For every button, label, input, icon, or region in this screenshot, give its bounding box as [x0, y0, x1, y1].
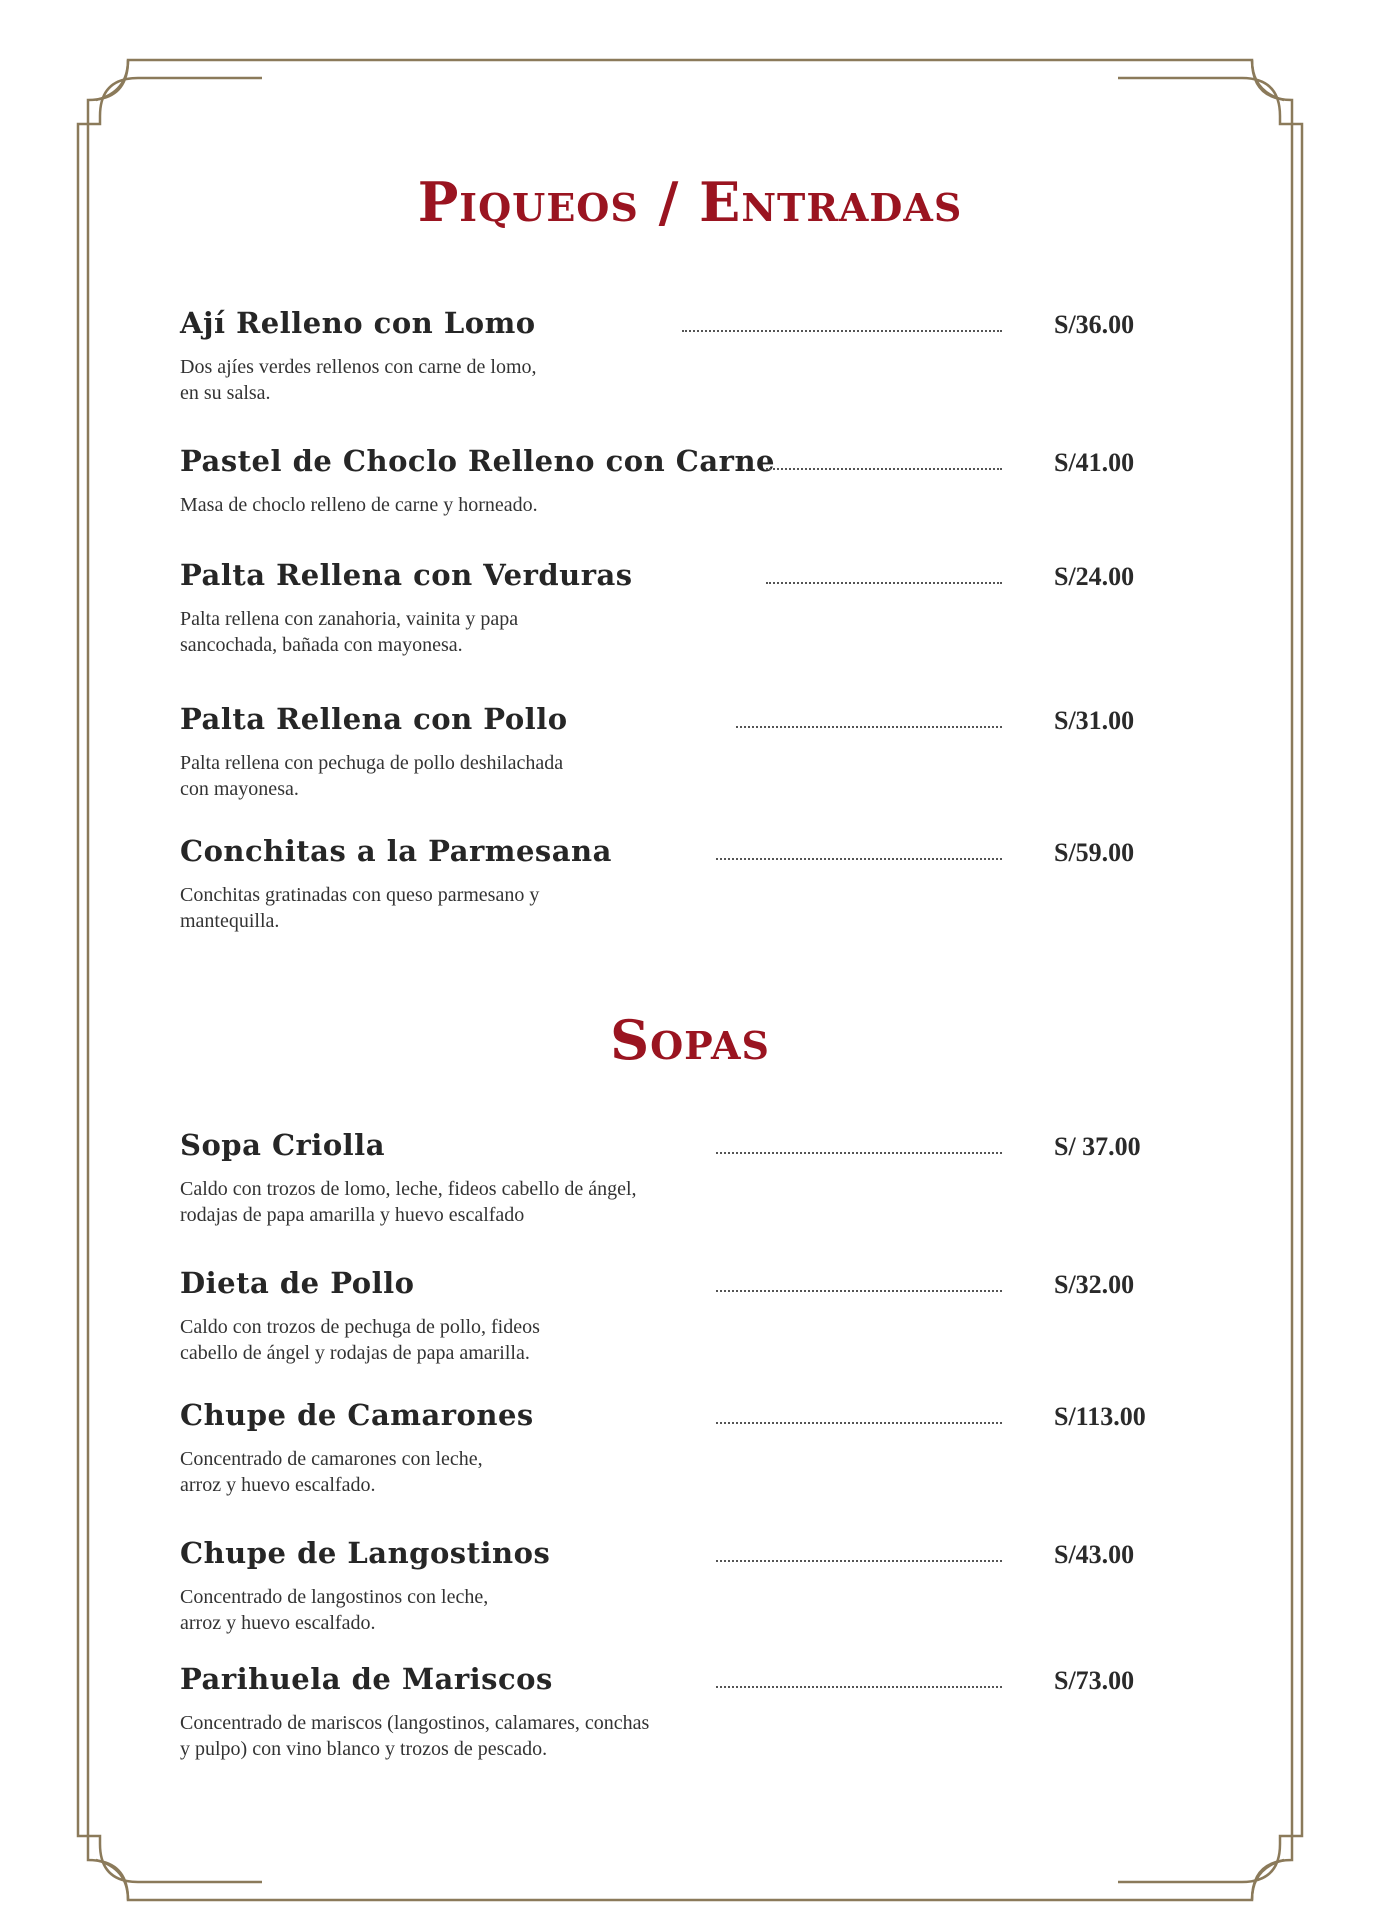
item-description-line: Palta rellena con pechuga de pollo deshilachada [180, 752, 564, 774]
item-price: S/36.00 [1054, 310, 1135, 339]
item-description-line: Dos ajíes verdes rellenos con carne de lomo, [180, 356, 537, 378]
dot-leader [682, 328, 1002, 332]
item-description-line: Concentrado de mariscos (langostinos, calamares, conchas [180, 1712, 650, 1734]
item-price: S/ 37.00 [1054, 1132, 1141, 1161]
item-description [180, 882, 539, 934]
item-price: S/32.00 [1054, 1270, 1135, 1299]
item-description-line: Palta rellena con zanahoria, vainita y papa [180, 608, 519, 630]
item-description [180, 1314, 540, 1366]
item-description-line: Concentrado de langostinos con leche, [180, 1586, 489, 1608]
item-name: Sopa Criolla [180, 1128, 385, 1162]
menu-item [180, 834, 1180, 954]
item-name: Chupe de Camarones [180, 1398, 534, 1432]
dot-leader [716, 1288, 1002, 1292]
item-price: S/31.00 [1054, 706, 1135, 735]
item-name: Pastel de Choclo Relleno con Carne [180, 444, 775, 478]
dot-leader [716, 856, 1002, 860]
menu-item [180, 1662, 1180, 1782]
item-description-line: arroz y huevo escalfado. [180, 1474, 376, 1496]
section-title-sopas: Sopas [610, 1008, 770, 1072]
item-name: Chupe de Langostinos [180, 1536, 551, 1570]
dot-leader [716, 1558, 1002, 1562]
menu-item [180, 444, 1180, 564]
item-description [180, 1176, 637, 1228]
menu-item [180, 558, 1180, 678]
item-name: Ají Relleno con Lomo [180, 306, 536, 340]
item-price: S/41.00 [1054, 448, 1135, 477]
item-description-line: Caldo con trozos de lomo, leche, fideos cabello de ángel, [180, 1178, 637, 1200]
item-price: S/43.00 [1054, 1540, 1135, 1569]
item-description [180, 750, 563, 802]
dot-leader [716, 1420, 1002, 1424]
item-description-line: arroz y huevo escalfado. [180, 1612, 376, 1634]
item-description-line: rodajas de papa amarilla y huevo escalfado [180, 1204, 525, 1226]
menu-item [180, 1266, 1180, 1386]
item-description-line: Caldo con trozos de pechuga de pollo, fideos [180, 1316, 540, 1338]
item-description [180, 1446, 483, 1498]
item-description [180, 1710, 649, 1762]
item-price: S/73.00 [1054, 1666, 1135, 1695]
item-name: Dieta de Pollo [180, 1266, 415, 1300]
menu-item [180, 306, 1180, 426]
item-description [180, 354, 537, 406]
item-price: S/24.00 [1054, 562, 1135, 591]
item-name: Conchitas a la Parmesana [180, 834, 612, 868]
item-description [180, 606, 518, 658]
item-description-line: con mayonesa. [180, 778, 299, 800]
dot-leader [766, 580, 1002, 584]
item-description-line: cabello de ángel y rodajas de papa amarilla. [180, 1342, 530, 1364]
item-description-line: Masa de choclo relleno de carne y horneado. [180, 494, 538, 516]
menu-item [180, 1128, 1180, 1248]
dot-leader [716, 1684, 1002, 1688]
item-description-line: Concentrado de camarones con leche, [180, 1448, 483, 1470]
item-description-line: Conchitas gratinadas con queso parmesano y [180, 884, 540, 906]
item-name: Parihuela de Mariscos [180, 1662, 553, 1696]
menu-item [180, 702, 1180, 822]
dot-leader [716, 1150, 1002, 1154]
item-price: S/113.00 [1054, 1402, 1146, 1431]
item-name: Palta Rellena con Pollo [180, 702, 568, 736]
item-description-line: y pulpo) con vino blanco y trozos de pescado. [180, 1738, 548, 1760]
item-description [180, 1584, 488, 1636]
item-price: S/59.00 [1054, 838, 1135, 867]
item-description-line: sancochada, bañada con mayonesa. [180, 634, 463, 656]
item-description [180, 492, 538, 518]
menu-item [180, 1536, 1180, 1656]
menu-item [180, 1398, 1180, 1518]
item-description-line: en su salsa. [180, 382, 271, 404]
dot-leader [736, 724, 1002, 728]
item-name: Palta Rellena con Verduras [180, 558, 633, 592]
item-description-line: mantequilla. [180, 910, 280, 932]
dot-leader [766, 466, 1002, 470]
section-title-piqueos: Piqueos / Entradas [417, 170, 963, 234]
